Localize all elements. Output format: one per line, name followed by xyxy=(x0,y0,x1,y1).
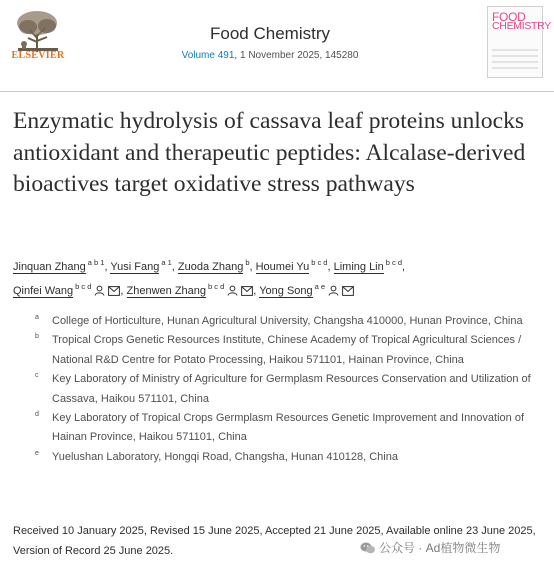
author-8[interactable] xyxy=(259,282,354,297)
affiliation-e xyxy=(35,448,545,467)
author-7[interactable] xyxy=(126,282,257,297)
affiliation-text: Key Laboratory of Ministry of Agriculture for Germplasm Resources Conservation and Utilization of Cassava, Haikou 571101, China xyxy=(52,373,531,405)
affiliation-key: c xyxy=(35,372,39,380)
author-separator: , xyxy=(249,261,253,273)
author-6[interactable] xyxy=(13,282,124,297)
envelope-icon[interactable] xyxy=(108,284,120,303)
journal-cover-thumbnail[interactable] xyxy=(487,6,551,78)
affiliation-text: Key Laboratory of Tropical Crops Germplasm Resources Genetic Improvement and Innovation of Hainan Province, Haikou 571101, China xyxy=(52,412,525,444)
wechat-icon xyxy=(360,541,376,558)
affiliation-text: College of Horticulture, Hunan Agricultural University, Changsha 410000, Hunan Province, China xyxy=(52,315,523,327)
author-1[interactable] xyxy=(13,258,108,273)
affiliation-b xyxy=(35,331,545,370)
author-name[interactable]: Jinquan Zhang xyxy=(13,261,86,273)
cover-title xyxy=(492,10,551,32)
author-name[interactable]: Yong Song xyxy=(259,285,313,297)
author-separator: , xyxy=(120,285,124,297)
person-icon[interactable] xyxy=(227,284,238,303)
journal-issue-info xyxy=(100,50,440,61)
author-affiliation-marks[interactable]: b c d xyxy=(311,258,328,267)
author-2[interactable] xyxy=(110,258,175,273)
affiliation-key: b xyxy=(35,333,39,341)
affiliation-text: Yuelushan Laboratory, Hongqi Road, Changsha, Hunan 410128, China xyxy=(52,450,398,463)
journal-header xyxy=(0,0,554,86)
author-name[interactable]: Qinfei Wang xyxy=(13,285,74,297)
cover-decoration xyxy=(492,49,538,73)
volume-link[interactable]: Volume 491 xyxy=(181,50,235,61)
elsevier-tree-icon xyxy=(10,8,66,54)
author-affiliation-marks[interactable]: b c d xyxy=(208,282,225,291)
author-list xyxy=(13,253,548,303)
author-separator: , xyxy=(104,261,108,273)
journal-title[interactable]: Food Chemistry xyxy=(210,24,330,43)
affiliation-a xyxy=(35,312,545,331)
publisher-name: ELSEVIER xyxy=(11,50,65,61)
author-name[interactable]: Zhenwen Zhang xyxy=(126,285,207,297)
affiliation-key: e xyxy=(35,449,39,457)
author-affiliation-marks[interactable]: a e xyxy=(314,282,326,291)
author-affiliation-marks[interactable]: b xyxy=(245,258,250,267)
affiliation-key: a xyxy=(35,314,39,321)
author-name[interactable]: Houmei Yu xyxy=(255,261,310,273)
author-3[interactable] xyxy=(177,258,253,273)
author-name[interactable]: Zuoda Zhang xyxy=(177,261,244,273)
issue-details: , 1 November 2025, 145280 xyxy=(234,50,359,61)
author-5[interactable] xyxy=(333,258,406,273)
author-affiliation-marks[interactable]: a 1 xyxy=(161,258,172,267)
person-icon[interactable] xyxy=(328,284,339,303)
envelope-icon[interactable] xyxy=(342,284,354,303)
author-affiliation-marks[interactable]: b c d xyxy=(385,258,403,267)
affiliation-c xyxy=(35,370,545,409)
article-title: Enzymatic hydrolysis of cassava leaf proteins unlocks antioxidant and therapeutic peptides: Alcalase-derived bioactives target oxidative stress pathways xyxy=(13,108,526,197)
author-4[interactable] xyxy=(255,258,331,273)
affiliation-text: Tropical Crops Genetic Resources Institute, Chinese Academy of Tropical Agricultural Sciences / National R&D Centre for Potato Processing, Haikou 571101, Hainan Province, China xyxy=(52,334,522,366)
author-separator: , xyxy=(327,261,331,273)
author-affiliation-marks[interactable]: b c d xyxy=(75,282,92,291)
author-name[interactable]: Yusi Fang xyxy=(110,261,160,273)
author-separator: , xyxy=(402,261,406,273)
author-name[interactable]: Liming Lin xyxy=(333,261,384,273)
author-affiliation-marks[interactable]: a b 1 xyxy=(87,258,105,267)
person-icon[interactable] xyxy=(94,284,105,303)
author-separator: , xyxy=(253,285,257,297)
affiliation-key: d xyxy=(35,411,39,419)
wechat-watermark xyxy=(360,539,550,558)
cover-title-line-1: FOOD xyxy=(492,10,526,24)
affiliation-list xyxy=(35,312,545,467)
cover-title-line-2: CHEMISTRY xyxy=(492,20,551,32)
watermark-text: 公众号 · Ad植物微生物 xyxy=(379,541,501,555)
header-divider xyxy=(0,91,554,92)
author-separator: , xyxy=(171,261,175,273)
article-history-dates: Received 10 January 2025, Revised 15 June 2025, Accepted 21 June 2025, Available online 23 June 2025, Version of Record 25 June 2025. xyxy=(13,525,536,557)
envelope-icon[interactable] xyxy=(241,284,253,303)
affiliation-d xyxy=(35,409,545,448)
